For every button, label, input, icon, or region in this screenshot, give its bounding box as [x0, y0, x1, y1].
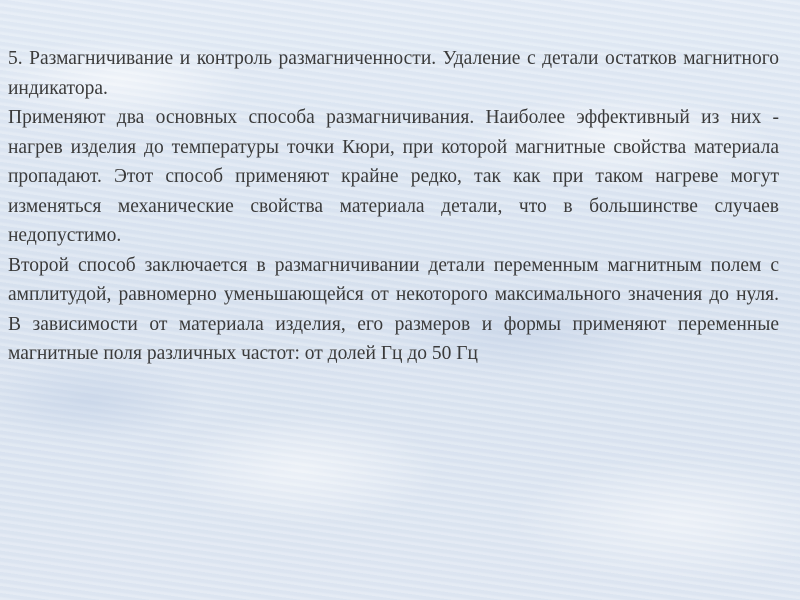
- paragraph-heading: 5. Размагничивание и контроль размагниченности. Удаление с детали остатков магнитного индикатора.: [8, 48, 779, 99]
- paragraph-methods: Применяют два основных способа размагничивания. Наиболее эффективный из них - нагрев изделия до температуры точки Кюри, при которой магнитные свойства материала пропадают. Этот способ применяют крайне редко, так как при таком нагреве могут изменяться механические свойства материала детали, что в большинстве случаев недопустимо.: [8, 107, 779, 246]
- slide-text-body: [8, 44, 779, 369]
- paragraph-second-method: Второй способ заключается в размагничивании детали переменным магнитным полем с амплитудой, равномерно уменьшающейся от некоторого максимального значения до нуля. В зависимости от материала изделия, его размеров и формы применяют переменные магнитные поля различных частот: от долей Гц до 50 Гц: [8, 254, 779, 364]
